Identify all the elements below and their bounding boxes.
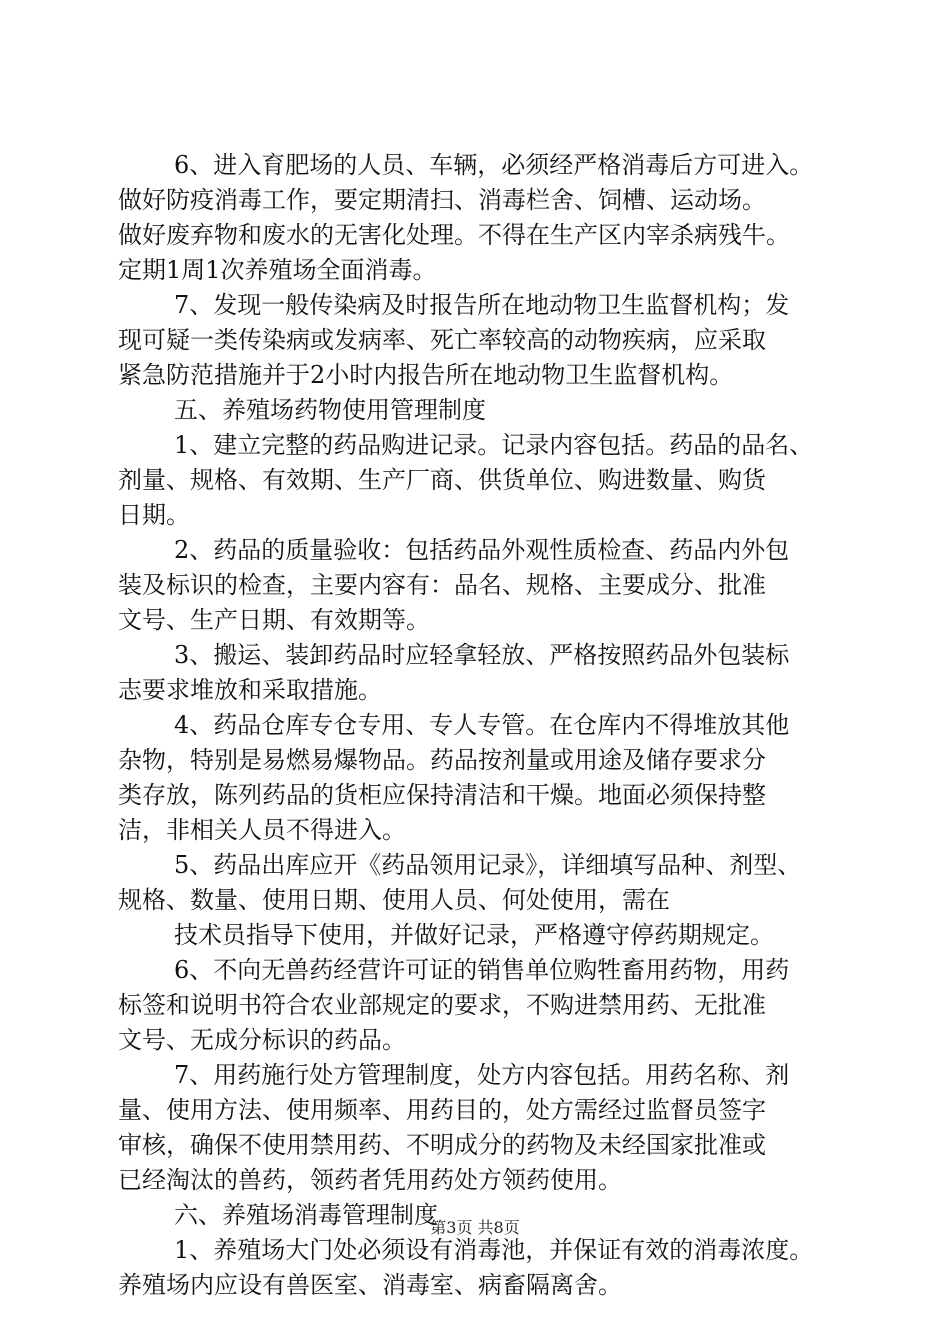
text-line: 杂物，特别是易燃易爆物品。药品按剂量或用途及储存要求分 (118, 746, 766, 774)
text-line: 现可疑一类传染病或发病率、死亡率较高的动物疾病，应采取 (118, 326, 766, 354)
text-line: 类存放，陈列药品的货柜应保持清洁和干燥。地面必须保持整 (118, 781, 766, 809)
text-line: 审核，确保不使用禁用药、不明成分的药物及未经国家批准或 (118, 1131, 766, 1159)
text-line: 2、药品的质量验收：包括药品外观性质检查、药品内外包 (174, 536, 790, 564)
text-line: 标签和说明书符合农业部规定的要求，不购进禁用药、无批准 (118, 991, 766, 1019)
text-line: 洁，非相关人员不得进入。 (118, 816, 406, 844)
page-footer: 第3页 共8页 (430, 1218, 520, 1237)
document-body (118, 148, 858, 1303)
text-line: 日期。 (118, 501, 190, 529)
text-line: 六、养殖场消毒管理制度 (174, 1201, 438, 1229)
text-line: 7、用药施行处方管理制度，处方内容包括。用药名称、剂 (174, 1061, 790, 1089)
text-line: 定期1周1次养殖场全面消毒。 (118, 256, 437, 284)
text-line: 文号、无成分标识的药品。 (118, 1026, 406, 1054)
text-line: 规格、数量、使用日期、使用人员、何处使用，需在 (118, 886, 670, 914)
text-line: 6、进入育肥场的人员、车辆，必须经严格消毒后方可进入。 (174, 151, 814, 179)
text-line: 1、建立完整的药品购进记录。记录内容包括。药品的品名、 (174, 431, 814, 459)
text-line: 五、养殖场药物使用管理制度 (174, 396, 486, 424)
text-line: 技术员指导下使用，并做好记录，严格遵守停药期规定。 (174, 921, 774, 949)
text-line: 3、搬运、装卸药品时应轻拿轻放、严格按照药品外包装标 (174, 641, 790, 669)
text-line: 7、发现一般传染病及时报告所在地动物卫生监督机构；发 (174, 291, 790, 319)
text-line: 剂量、规格、有效期、生产厂商、供货单位、购进数量、购货 (118, 466, 766, 494)
text-line: 做好废弃物和废水的无害化处理。不得在生产区内宰杀病残牛。 (118, 221, 790, 249)
text-line: 1、养殖场大门处必须设有消毒池，并保证有效的消毒浓度。 (174, 1236, 814, 1264)
text-line: 4、药品仓库专仓专用、专人专管。在仓库内不得堆放其他 (174, 711, 790, 739)
text-line: 5、药品出库应开《药品领用记录》，详细填写品种、剂型、 (174, 851, 802, 879)
text-line: 6、不向无兽药经营许可证的销售单位购牲畜用药物，用药 (174, 956, 790, 984)
text-line: 量、使用方法、使用频率、用药目的，处方需经过监督员签字 (118, 1096, 766, 1124)
text-line: 做好防疫消毒工作，要定期清扫、消毒栏舍、饲槽、运动场。 (118, 186, 766, 214)
text-line: 装及标识的检查，主要内容有：品名、规格、主要成分、批准 (118, 571, 766, 599)
text-line: 志要求堆放和采取措施。 (118, 676, 382, 704)
text-line: 已经淘汰的兽药，领药者凭用药处方领药使用。 (118, 1166, 622, 1194)
text-line: 文号、生产日期、有效期等。 (118, 606, 430, 634)
text-line: 紧急防范措施并于2小时内报告所在地动物卫生监督机构。 (118, 361, 734, 389)
text-line: 养殖场内应设有兽医室、消毒室、病畜隔离舍。 (118, 1271, 622, 1299)
